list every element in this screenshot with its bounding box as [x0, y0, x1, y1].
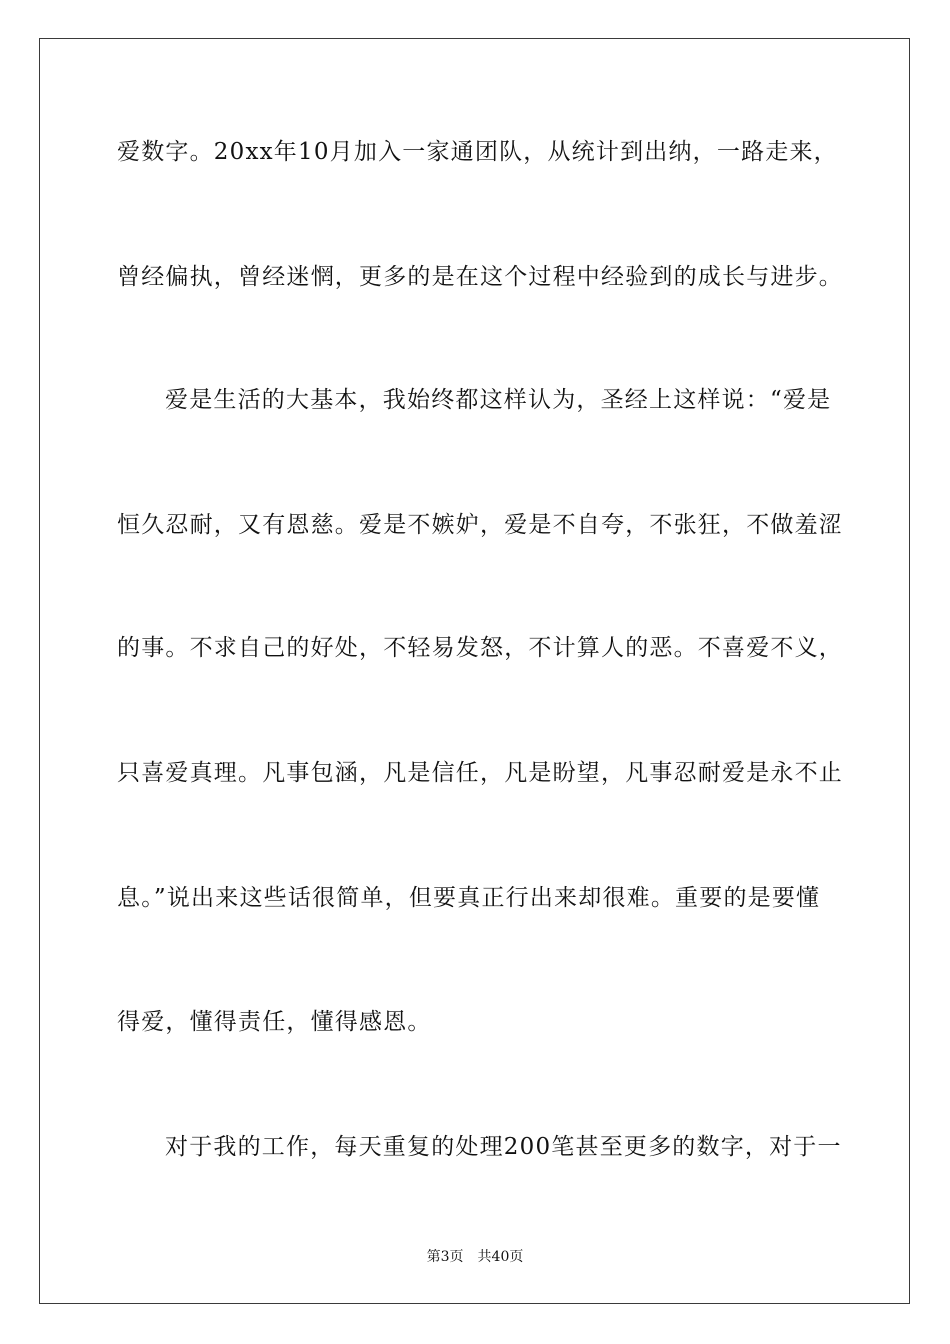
text-line-6: 只喜爱真理。凡事包涵，凡是信任，凡是盼望，凡事忍耐爱是永不止: [117, 760, 843, 786]
text-line-2: 曾经偏执，曾经迷惘，更多的是在这个过程中经验到的成长与进步。: [117, 264, 843, 290]
text-line-3-paragraph-start: 爱是生活的大基本，我始终都这样认为，圣经上这样说：“爱是: [165, 387, 832, 413]
page-footer: [0, 1248, 950, 1266]
page-number: 第3页: [426, 1249, 464, 1265]
text-line-9-paragraph-start: 对于我的工作，每天重复的处理200笔甚至更多的数字，对于一: [165, 1134, 842, 1160]
text-line-4: 恒久忍耐，又有恩慈。爱是不嫉妒，爱是不自夸，不张狂，不做羞涩: [117, 512, 843, 538]
text-line-8: 得爱，懂得责任，懂得感恩。: [117, 1009, 432, 1035]
page-frame: [39, 38, 910, 1304]
text-line-1: 爱数字。20xx年10月加入一家通团队，从统计到出纳，一路走来，: [117, 139, 838, 165]
page-total: 共40页: [477, 1249, 524, 1265]
text-line-7: 息。”说出来这些话很简单，但要真正行出来却很难。重要的是要懂: [117, 885, 821, 911]
text-line-5: 的事。不求自己的好处，不轻易发怒，不计算人的恶。不喜爱不义，: [117, 635, 843, 661]
